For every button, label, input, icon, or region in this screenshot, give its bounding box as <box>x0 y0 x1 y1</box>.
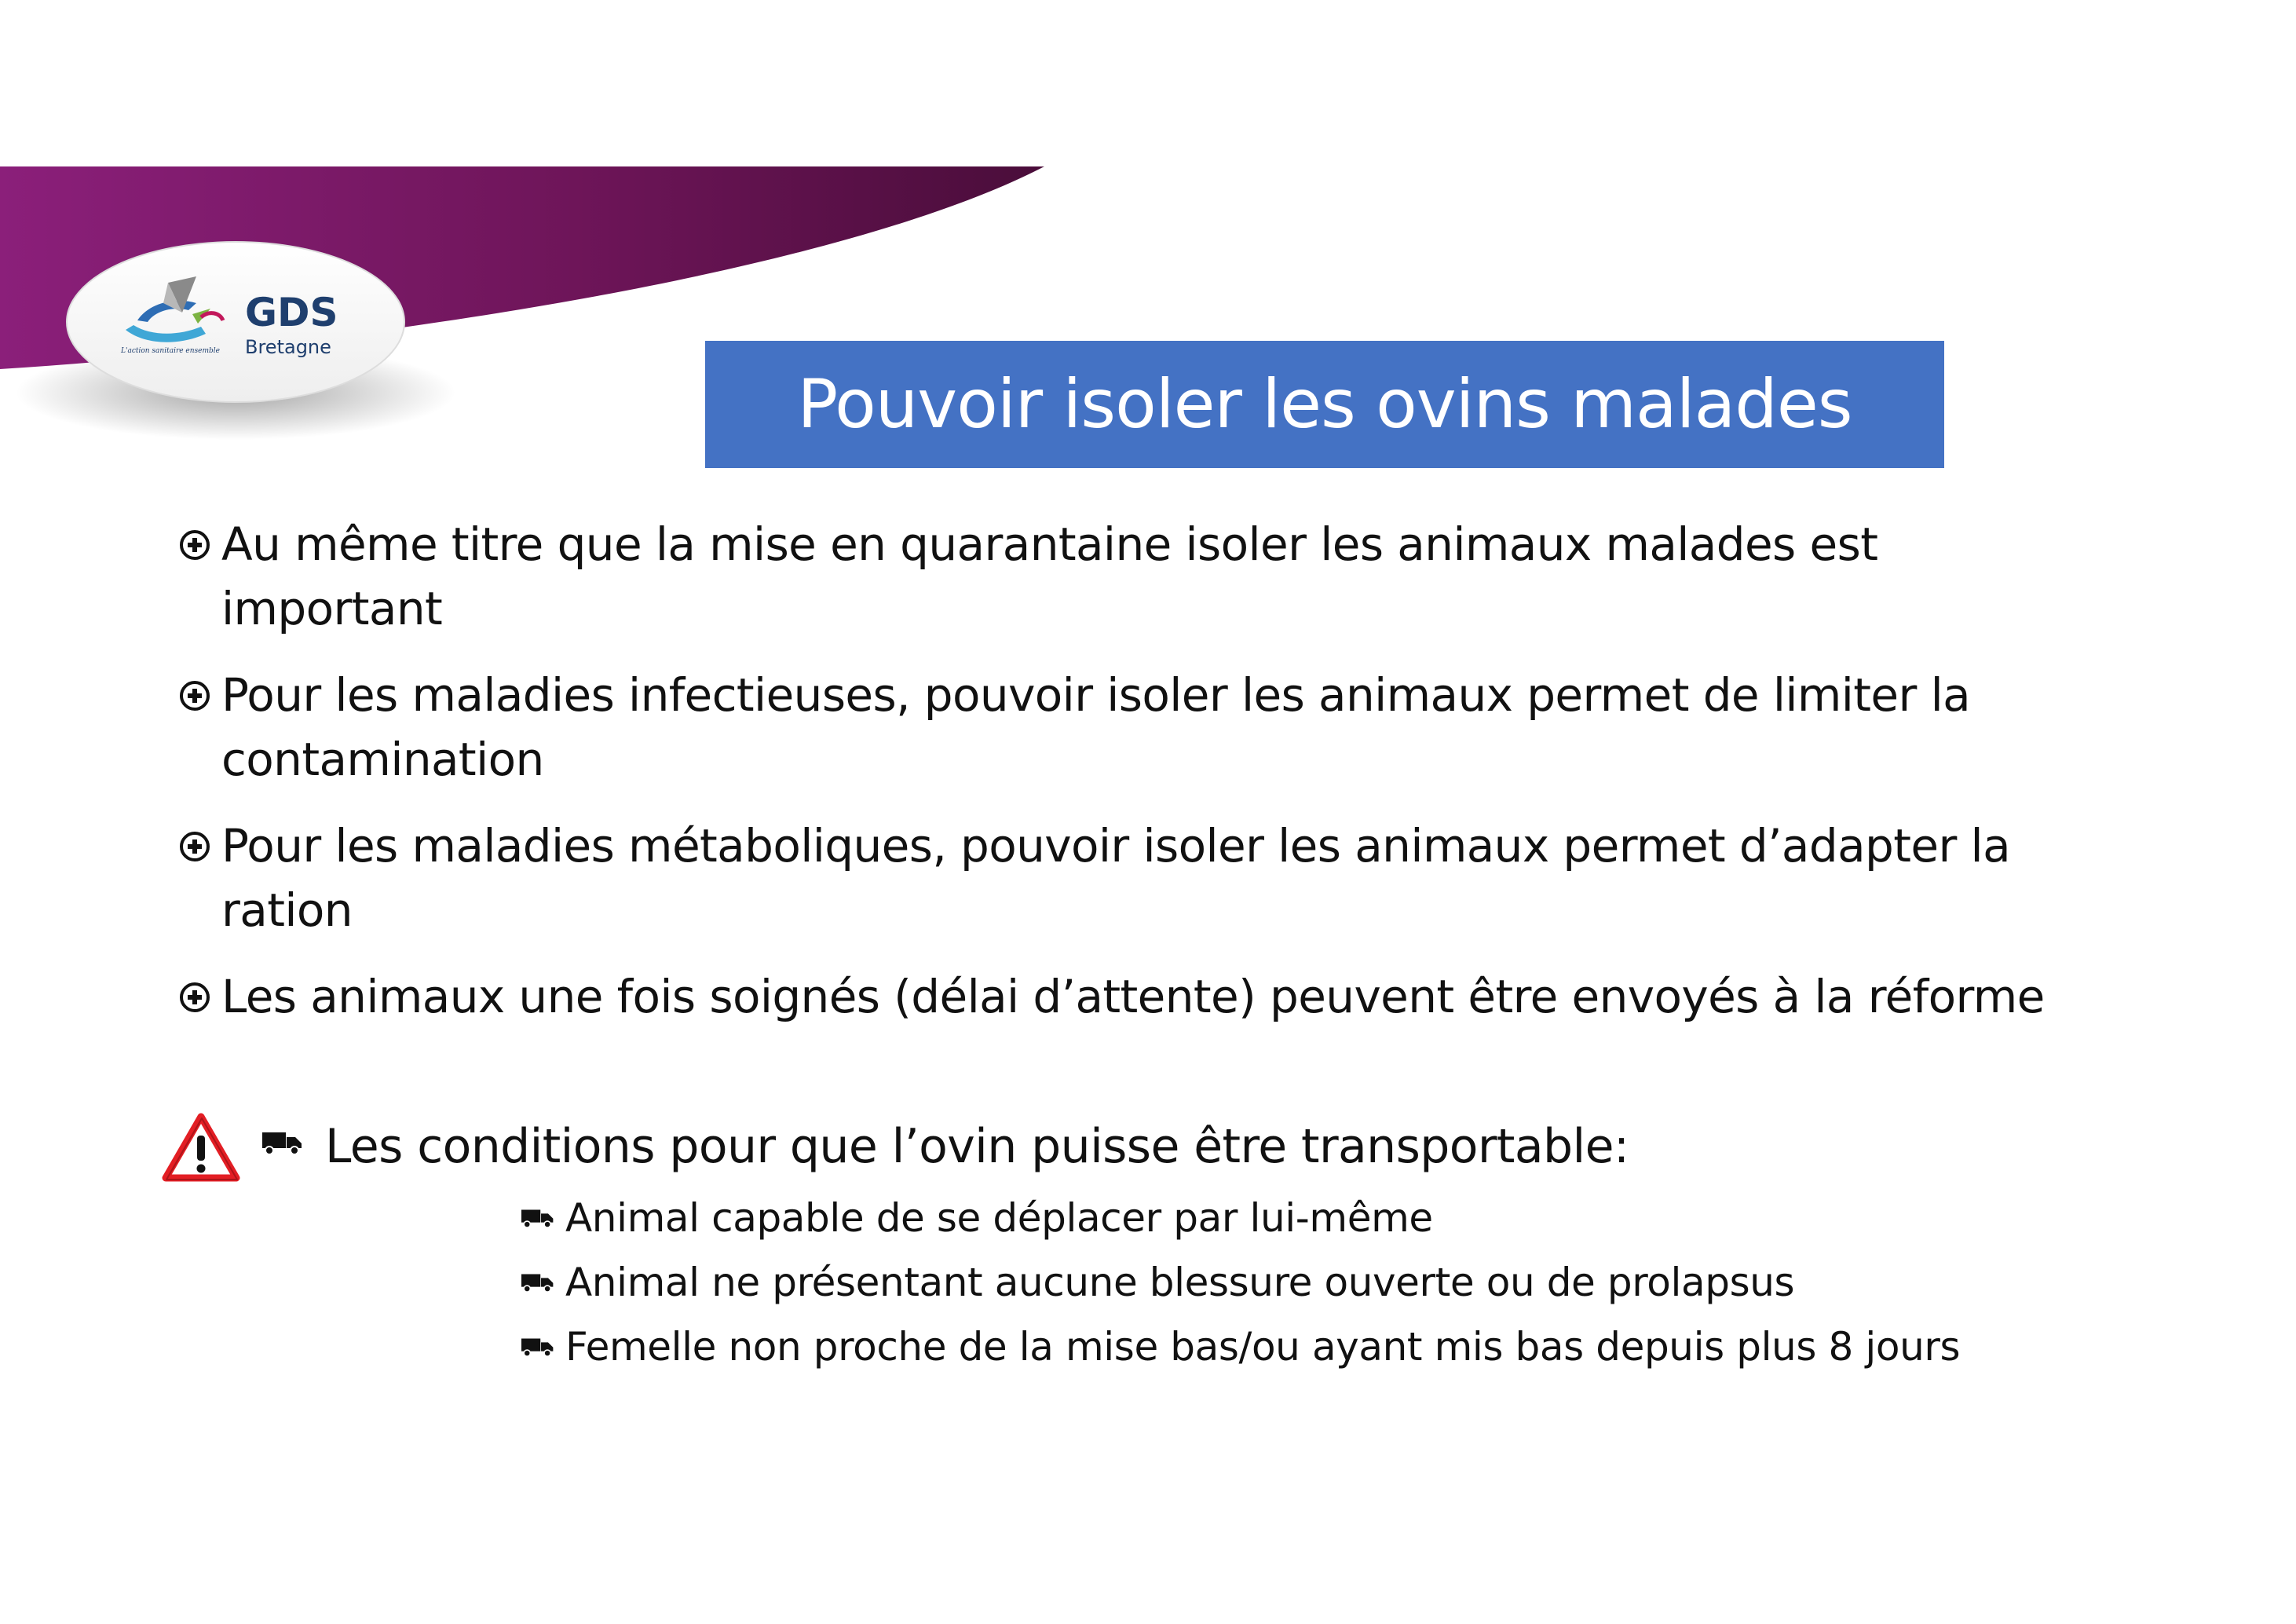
bullet-text-line2: ration <box>221 883 353 937</box>
bullet-item <box>174 512 2184 641</box>
plus-circle-icon <box>179 982 210 1013</box>
bullet-item <box>174 964 2184 1029</box>
conditions-list <box>521 1186 1960 1379</box>
slide-title-box <box>705 341 1944 468</box>
plus-circle-icon <box>179 529 210 561</box>
truck-icon <box>262 1129 303 1156</box>
bullet-text-line1: Pour les maladies infectieuses, pouvoir isoler les animaux permet de limiter la <box>221 668 1971 722</box>
bullet-text-line2: important <box>221 582 443 635</box>
bullet-item <box>174 663 2184 792</box>
bullet-text-line1: Les animaux une fois soignés (délai d’attente) peuvent être envoyés à la réforme <box>221 970 2045 1023</box>
plus-circle-icon <box>179 680 210 711</box>
condition-item <box>521 1186 1960 1250</box>
truck-icon <box>521 1271 554 1293</box>
condition-item <box>521 1250 1960 1315</box>
bullet-text-line1: Au même titre que la mise en quarantaine isoler les animaux malades est <box>221 518 1878 571</box>
condition-item <box>521 1315 1960 1379</box>
logo-region: Bretagne <box>245 336 331 358</box>
slide-title: Pouvoir isoler les ovins malades <box>797 365 1852 444</box>
truck-icon <box>521 1207 554 1229</box>
truck-icon <box>521 1336 554 1358</box>
logo-tagline: L'action sanitaire ensemble <box>121 347 221 355</box>
condition-text: Femelle non proche de la mise bas/ou ayant mis bas depuis plus 8 jours <box>565 1324 1961 1370</box>
warning-triangle-icon <box>162 1112 240 1184</box>
condition-text: Animal ne présentant aucune blessure ouverte ou de prolapsus <box>565 1260 1795 1305</box>
bullet-text-line1: Pour les maladies métaboliques, pouvoir isoler les animaux permet d’adapter la <box>221 819 2011 872</box>
logo-name: GDS <box>245 290 338 335</box>
bullet-list <box>174 512 2184 1051</box>
conditions-heading: Les conditions pour que l’ovin puisse être transportable: <box>325 1119 1629 1174</box>
conditions-heading-row <box>262 1107 1629 1186</box>
plus-circle-icon <box>179 831 210 862</box>
gds-logo <box>0 0 471 487</box>
bullet-item <box>174 814 2184 942</box>
bullet-text-line2: contamination <box>221 733 544 786</box>
condition-text: Animal capable de se déplacer par lui-même <box>565 1195 1433 1241</box>
